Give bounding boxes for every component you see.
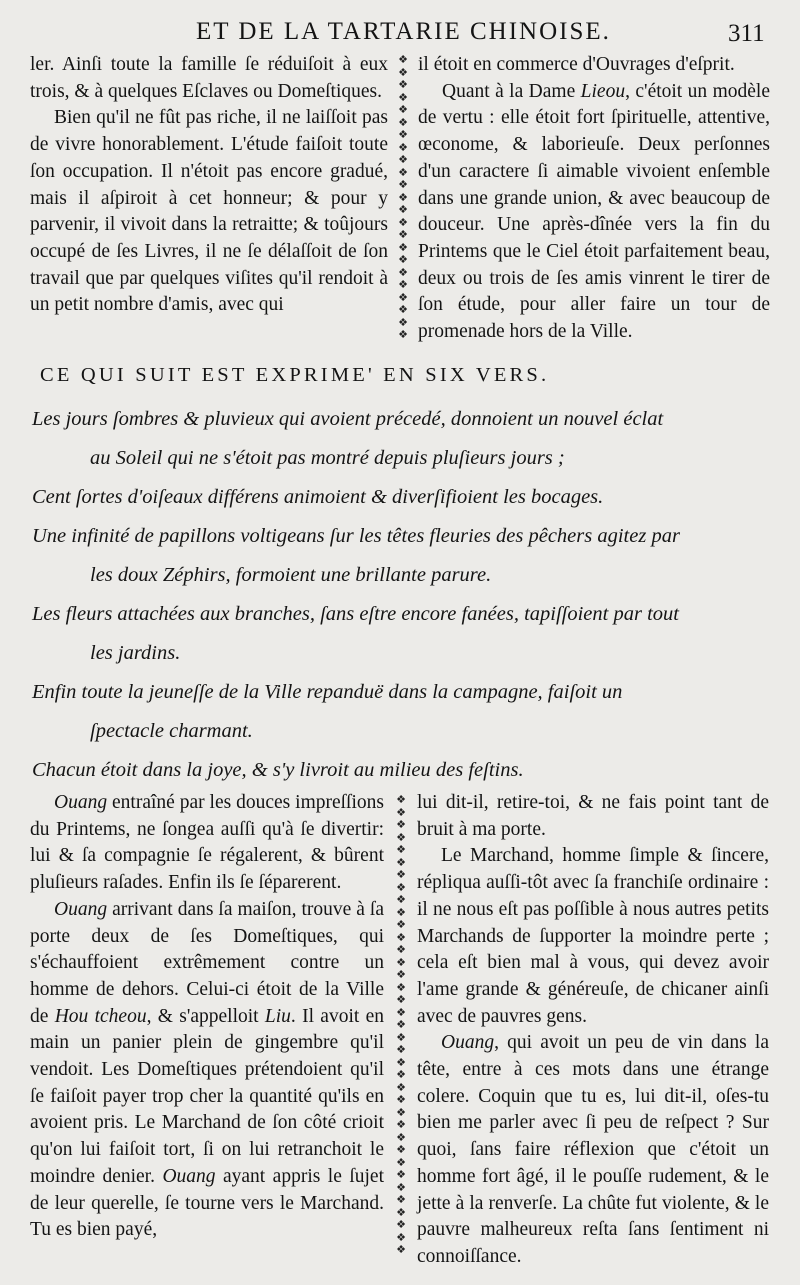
paragraph: Ouang arrivant dans ſa maiſon, trouve à ſa porte deux de ſes Domeſtiques, qui s'échauffoient extrêmement contre un homme de dehors. Celui-ci étoit de la Ville de Hou tcheou, & s'appelloit Liu. Il avoit en main un panier plein de gingembre qu'il vendoit. Les Domeſtiques prétendoient qu'il ſe faiſoit payer trop cher la quantité qu'ils en avoient pris. Le Marchand de ſon côté crioit qu'on lui faiſoit tort, ſi on lui retranchoit le moindre denier. Ouang ayant appris le ſujet de leur querelle, ſe tourne vers le Marchand. Tu es bien payé, <box>30 898 385 1241</box>
top-left-column <box>30 52 388 319</box>
paragraph: ler. Ainſi toute la famille ſe réduiſoit à eux trois, & à quelques Eſclaves ou Domeſtiques. <box>30 54 388 102</box>
paragraph: Ouang entraîné par les douces impreſſions du Printems, ne ſongea auſſi qu'à ſe divertir: lui & ſa compagnie ſe régalerent, & bûrent pluſieurs raſades. Enfin ils ſe ſéparerent. <box>30 792 384 894</box>
running-title: ET DE LA TARTARIE CHINOISE. <box>196 18 611 45</box>
paragraph: Ouang, qui avoit un peu de vin dans la tête, entre à ces mots dans une étrange colere. Coquin que tu es, lui dit-il, oſes-tu bien me parler avec ſi peu de reſpect ? Sur quoi, ſans faire réflexion que c'étoit un homme fort âgé, il le pouſſe rudement, & le jette à la renverſe. La chûte fut violente, & le pauvre malheureux reſta ſans ſentiment ni connoiſſance. <box>417 1032 769 1267</box>
running-head <box>0 18 800 52</box>
verse-block <box>32 400 772 790</box>
verse-heading: CE QUI SUIT EST EXPRIME' EN SIX VERS. <box>40 364 550 386</box>
paragraph: Le Marchand, homme ſimple & ſincere, répliqua auſſi-tôt avec ſa franchiſe ordinaire : il ne nous eſt pas poſſible à nous autres petits Marchands de ſupporter la moindre perte ; cela eſt bien mal à vous, qui devez avoir l'ame grande & généreuſe, de chicaner ainſi avec de pauvres gens. <box>417 845 769 1027</box>
verse-3: Une infinité de papillons voltigeans ſur les têtes fleuries des pêchers agitez par les doux Zéphirs, formoient une brillante parure. <box>32 525 680 586</box>
bottom-right-column <box>417 790 769 1271</box>
paragraph: il étoit en commerce d'Ouvrages d'eſprit. <box>418 54 735 75</box>
verse-4: Les fleurs attachées aux branches, ſans eſtre encore fanées, tapiſſoient par tout les jardins. <box>32 603 679 664</box>
ornamental-column-rule: ❖ ❖ ❖ ❖ ❖ ❖ ❖ ❖ ❖ ❖ ❖ ❖ ❖ ❖ ❖ ❖ ❖ ❖ ❖ ❖ ❖ ❖ ❖ ❖ ❖ ❖ ❖ ❖ ❖ ❖ ❖ ❖ ❖ ❖ ❖ ❖ ❖ <box>396 794 406 1256</box>
verse-5: Enfin toute la jeuneſſe de la Ville repanduë dans la campagne, faiſoit un ſpectacle charmant. <box>32 681 623 742</box>
name-lieou: Lieou <box>580 80 626 102</box>
top-right-column <box>418 52 770 346</box>
paragraph: Bien qu'il ne fût pas riche, il ne laiſſoit pas de vivre honorablement. L'étude faiſoit toute ſon occupation. Il n'étoit pas encore gradué, mais il aſpiroit à cet honneur; & pour y parvenir, il vivoit dans la retraitte; & toûjours occupé de ſes Livres, il ne ſe délaſſoit de ſon travail que par quelques viſites qu'il rendoit à un petit nombre d'amis, avec qui <box>30 107 388 316</box>
paragraph: Quant à la Dame Lieou, c'étoit un modèle de vertu : elle étoit fort ſpirituelle, attentive, œconome, & laborieuſe. Deux perſonnes d'un caractere ſi aimable vivoient enſemble dans une grande union, & avec beaucoup de douceur. Une après-dînée vers la fin du Printems que le Ciel étoit parfaitement beau, deux ou trois de ſes amis vinrent le tirer de ſon étude, pour aller faire un tour de promenade hors de la Ville. <box>418 80 770 343</box>
bottom-left-column <box>30 790 384 1244</box>
verse-6: Chacun étoit dans la joye, & s'y livroit au milieu des feſtins. <box>32 759 524 781</box>
verse-2: Cent ſortes d'oiſeaux différens animoient & diverſifioient les bocages. <box>32 486 604 508</box>
ornamental-column-rule: ❖ ❖ ❖ ❖ ❖ ❖ ❖ ❖ ❖ ❖ ❖ ❖ ❖ ❖ ❖ ❖ ❖ ❖ ❖ ❖ ❖ ❖ ❖ <box>398 54 408 341</box>
paragraph: lui dit-il, retire-toi, & ne fais point tant de bruit à ma porte. <box>417 792 769 840</box>
verse-1: Les jours ſombres & pluvieux qui avoient précedé, donnoient un nouvel éclat au Soleil qui ne s'étoit pas montré depuis pluſieurs jours ; <box>32 408 664 469</box>
page-number: 311 <box>728 20 765 47</box>
